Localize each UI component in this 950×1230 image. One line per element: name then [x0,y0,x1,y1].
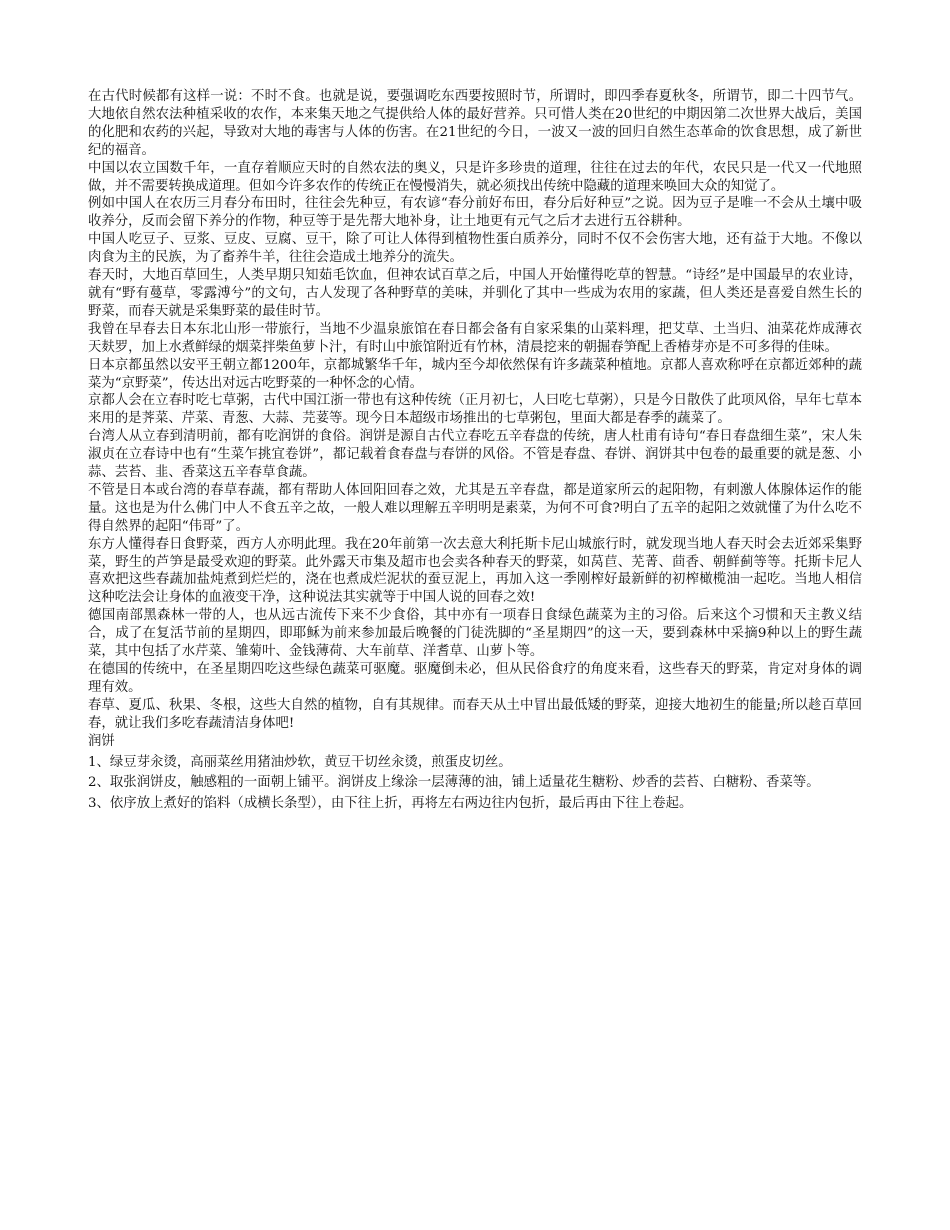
paragraph-11: 东方人懂得春日食野菜，西方人亦明此理。我在20年前第一次去意大利托斯卡尼山城旅行时，就发现当地人春天时会去近郊采集野菜，野生的芦笋是最受欢迎的野菜。此外露天市集及超市也会卖各种春天的野菜，如莴苣、芜菁、茴香、朝鲜蓟等等。托斯卡尼人喜欢把这些春蔬加盐炖煮到烂烂的，浇在也煮成烂泥状的蚕豆泥上，再加入这一季刚榨好最新鲜的初榨橄榄油一起吃。当地人相信这种吃法会让身体的血液变干净，这种说法其实就等于中国人说的回春之效! [88,536,862,606]
paragraph-3: 例如中国人在农历三月春分布田时，往往会先种豆，有农谚“春分前好布田，春分后好种豆”之说。因为豆子是唯一不会从土壤中吸收养分，反而会留下养分的作物，种豆等于是先帮大地补身，让土地更有元气之后才去进行五谷耕种。 [88,196,862,230]
paragraph-1: 在古代时候都有这样一说：不时不食。也就是说，要强调吃东西要按照时节，所谓时，即四季春夏秋冬，所谓节，即二十四节气。大地依自然农法种植采收的农作，本来集天地之气提供给人体的最好营养。只可惜人类在20世纪的中期因第二次世界大战后，美国的化肥和农药的兴起，导致对大地的毒害与人体的伤害。在21世纪的今日，一波又一波的回归自然生态革命的饮食思想，成了新世纪的福音。 [88,89,862,158]
paragraph-5: 春天时，大地百草回生，人类早期只知茹毛饮血，但神农试百草之后，中国人开始懂得吃草的智慧。“诗经”是中国最早的农业诗，就有“野有蔓草，零露溥兮”的文句，古人发现了各种野草的美味，并驯化了其中一些成为农用的家蔬，但人类还是喜爱自然生长的野菜，而春天就是采集野菜的最佳时节。 [88,268,862,319]
recipe-title: 润饼 [88,733,115,749]
paragraph-2: 中国以农立国数千年，一直存着顺应天时的自然农法的奥义，只是许多珍贵的道理，往往在过去的年代，农民只是一代又一代地照做，并不需要转换成道理。但如今许多农作的传统正在慢慢消失，就必须找出传统中隐藏的道理来唤回大众的知觉了。 [88,160,862,194]
paragraph-13: 在德国的传统中，在圣星期四吃这些绿色蔬菜可驱魔。驱魔倒未必，但从民俗食疗的角度来看，这些春天的野菜，肯定对身体的调理有效。 [88,662,862,695]
paragraph-14: 春草、夏瓜、秋果、冬根，这些大自然的植物，自有其规律。而春天从土中冒出最低矮的野菜，迎接大地初生的能量;所以趁百草回春，就让我们多吃春蔬清洁身体吧! [88,697,862,731]
recipe-step-2: 2、取张润饼皮，触感粗的一面朝上铺平。润饼皮上缘涂一层薄薄的油，铺上适量花生糖粉、炒香的芸苔、白糖粉、香菜等。 [88,775,820,791]
recipe-step-3: 3、依序放上煮好的馅料（成横长条型），由下往上折，再将左右两边往内包折，最后再由下往上卷起。 [88,796,693,812]
recipe-step-1: 1、绿豆芽汆烫，高丽菜丝用猪油炒软，黄豆干切丝汆烫，煎蛋皮切丝。 [88,754,512,770]
paragraph-7: 日本京都虽然以安平王朝立都1200年，京都城繁华千年，城内至今却依然保有许多蔬菜种植地。京都人喜欢称呼在京都近郊种的蔬菜为“京野菜”，传达出对远古吃野菜的一种怀念的心情。 [88,357,862,391]
paragraph-10: 不管是日本或台湾的春草春蔬，都有帮助人体回阳回春之效，尤其是五辛春盘，都是道家所云的起阳物，有刺激人体腺体运作的能量。这也是为什么佛门中人不食五辛之故，一般人难以理解五辛明明是素菜，为何不可食?明白了五辛的起阳之效就懂了为什么吃不得自然界的起阳“伟哥”了。 [88,482,862,534]
paragraph-8: 京都人会在立春时吃七草粥，古代中国江浙一带也有这种传统（正月初七，人曰吃七草粥），只是今日散佚了此项风俗，早年七草本来用的是荠菜、芹菜、青葱、大蒜、芫荽等。现今日本超级市场推出的七草粥包，里面大都是春季的蔬菜了。 [88,393,862,427]
paragraph-9: 台湾人从立春到清明前，都有吃润饼的食俗。润饼是源自古代立春吃五辛春盘的传统，唐人杜甫有诗句“春日春盘细生菜”，宋人朱淑贞在立春诗中也有“生菜乍挑宜卷饼”，都记载着食春盘与春饼的风俗。不管是春盘、春饼、润饼其中包卷的最重要的就是葱、小蒜、芸苔、韭、香菜这五辛春草食蔬。 [88,429,862,481]
paragraph-4: 中国人吃豆子、豆浆、豆皮、豆腐、豆干，除了可让人体得到植物性蛋白质养分，同时不仅不会伤害大地，还有益于大地。不像以肉食为主的民族，为了畜养牛羊，往往会造成土地养分的流失。 [88,232,862,266]
paragraph-6: 我曾在早春去日本东北山形一带旅行，当地不少温泉旅馆在春日都会备有自家采集的山菜料理，把艾草、土当归、油菜花炸成薄衣天麸罗，加上水煮鲜绿的烟菜拌柴鱼萝卜汁，有时山中旅馆附近有竹林，清晨挖来的朝掘春笋配上香椿芽亦是不可多得的佳味。 [88,321,862,355]
document-page [88,88,862,813]
paragraph-12: 德国南部黑森林一带的人，也从远古流传下来不少食俗，其中亦有一项春日食绿色蔬菜为主的习俗。后来这个习惯和天主教义结合，成了在复活节前的星期四，即耶稣为前来参加最后晚餐的门徒洗脚的“圣星期四”的这一天，要到森林中采摘9种以上的野生蔬菜，其中包括了水芹菜、雏菊叶、金钱薄荷、大车前草、洋耆草、山萝卜等。 [88,608,862,660]
